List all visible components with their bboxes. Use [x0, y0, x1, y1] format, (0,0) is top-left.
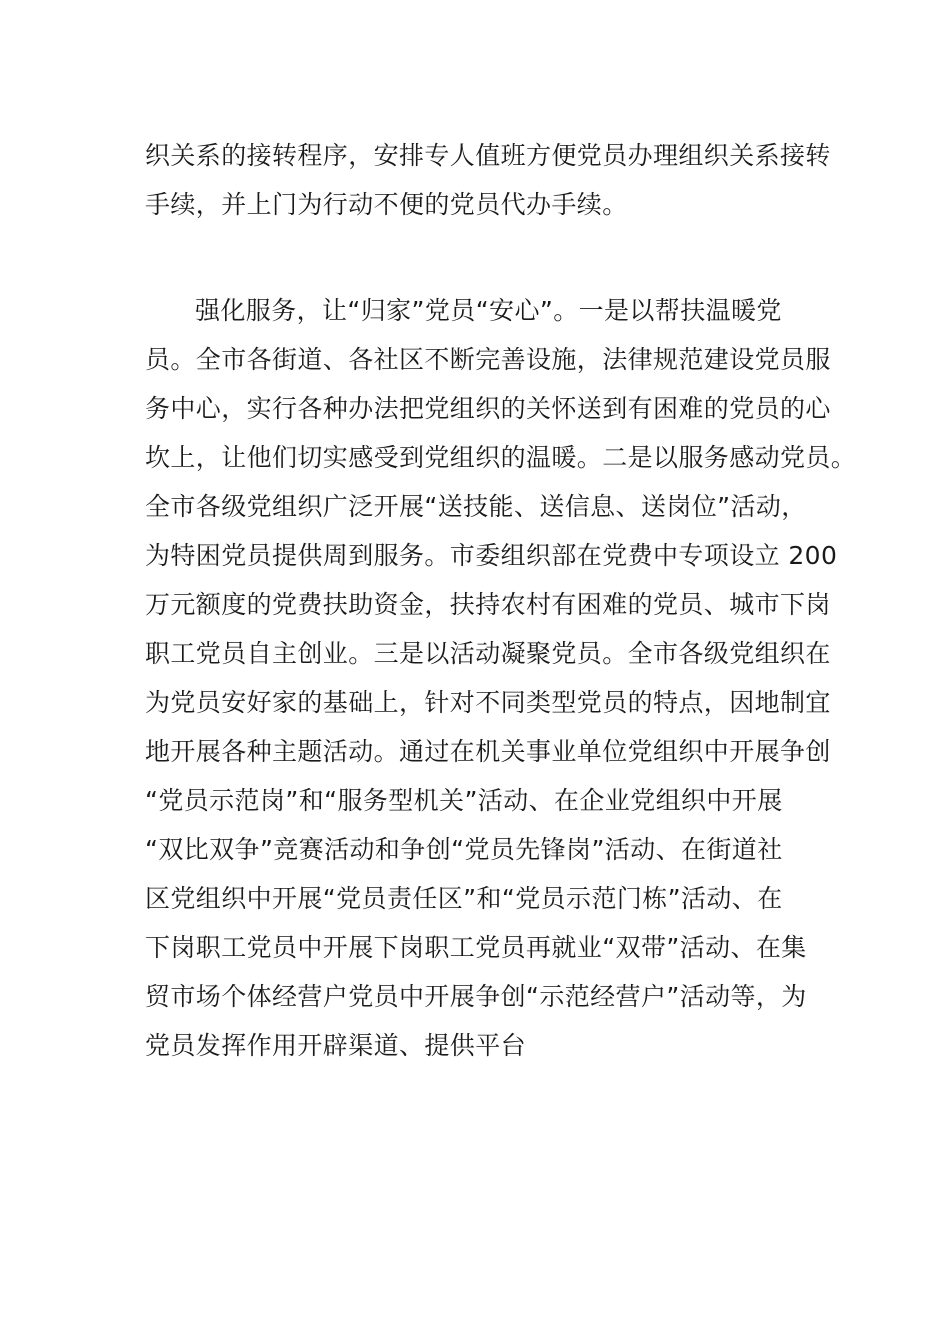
- text-line: 全市各级党组织广泛开展“送技能、送信息、送岗位”活动，: [145, 492, 807, 521]
- text-line: 地开展各种主题活动。通过在机关事业单位党组织中开展争创: [145, 737, 831, 766]
- paragraph-strengthen-service: [145, 286, 857, 1070]
- text-line: 务中心，实行各种办法把党组织的关怀送到有困难的党员的心: [145, 394, 831, 423]
- text-line-first: 强化服务，让“归家”党员“安心”。一是以帮扶温暖党: [195, 296, 782, 325]
- text-line: 区党组织中开展“党员责任区”和“党员示范门栋”活动、在: [145, 884, 783, 913]
- text-line: 坎上，让他们切实感受到党组织的温暖。二是以服务感动党员。: [145, 443, 857, 472]
- text-line: “党员示范岗”和“服务型机关”活动、在企业党组织中开展: [145, 786, 783, 815]
- text-line: 织关系的接转程序，安排专人值班方便党员办理组织关系接转: [145, 141, 831, 170]
- paragraph-continuation: [145, 131, 831, 229]
- text-line: 党员发挥作用开辟渠道、提供平台: [145, 1031, 527, 1060]
- text-line: 手续，并上门为行动不便的党员代办手续。: [145, 190, 628, 219]
- text-line: 为党员安好家的基础上，针对不同类型党员的特点，因地制宜: [145, 688, 831, 717]
- text-line: 下岗职工党员中开展下岗职工党员再就业“双带”活动、在集: [145, 933, 807, 962]
- text-line: “双比双争”竞赛活动和争创“党员先锋岗”活动、在街道社: [145, 835, 783, 864]
- text-line: 为特困党员提供周到服务。市委组织部在党费中专项设立 200: [145, 541, 838, 570]
- text-line: 万元额度的党费扶助资金，扶持农村有困难的党员、城市下岗: [145, 590, 831, 619]
- text-line: 职工党员自主创业。三是以活动凝聚党员。全市各级党组织在: [145, 639, 831, 668]
- text-line: 员。全市各街道、各社区不断完善设施，法律规范建设党员服: [145, 345, 831, 374]
- text-line: 贸市场个体经营户党员中开展争创“示范经营户”活动等，为: [145, 982, 807, 1011]
